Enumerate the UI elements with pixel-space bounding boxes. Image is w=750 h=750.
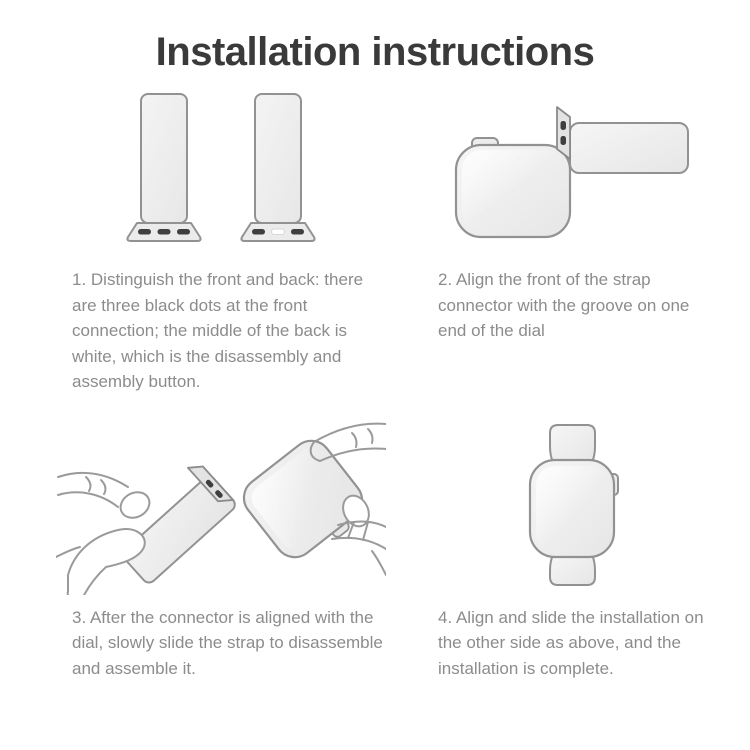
step-3-text: 3. After the connector is aligned with the dial, slowly slide the strap to disassemble and assemble it. (72, 607, 383, 678)
strap-front (127, 94, 200, 241)
step-4 (422, 413, 722, 682)
assembled-watch-icon (510, 421, 635, 589)
step-1-text: 1. Distinguish the front and back: there are three black dots at the front connection; the middle of the back is white, which is the disassembly and assembly button. (72, 270, 364, 391)
page-title: Installation instructions (155, 30, 595, 74)
strap-to-dial-icon (422, 103, 722, 243)
step-2-text: 2. Align the front of the strap connector with the groove on one end of the dial (438, 270, 690, 340)
strap-back (241, 94, 314, 241)
strap-tilted (108, 459, 238, 585)
steps-grid (56, 87, 704, 681)
step-1 (56, 87, 386, 395)
step-3 (56, 413, 386, 682)
dial-and-strap (456, 107, 688, 237)
step-4-figure (422, 413, 722, 597)
bottom-strap (550, 555, 595, 585)
hands-sliding-icon (56, 415, 386, 595)
straps-front-back-icon (96, 88, 346, 258)
top-strap (550, 425, 595, 462)
strap-connector (570, 123, 688, 173)
step-2 (422, 87, 722, 395)
step-2-figure (422, 87, 722, 259)
connector-fin (557, 107, 570, 159)
left-hand (56, 472, 154, 594)
step-1-figure (56, 87, 386, 259)
step-4-text: 4. Align and slide the installation on the other side as above, and the installation is complete. (438, 607, 704, 678)
step-3-figure (56, 413, 386, 597)
